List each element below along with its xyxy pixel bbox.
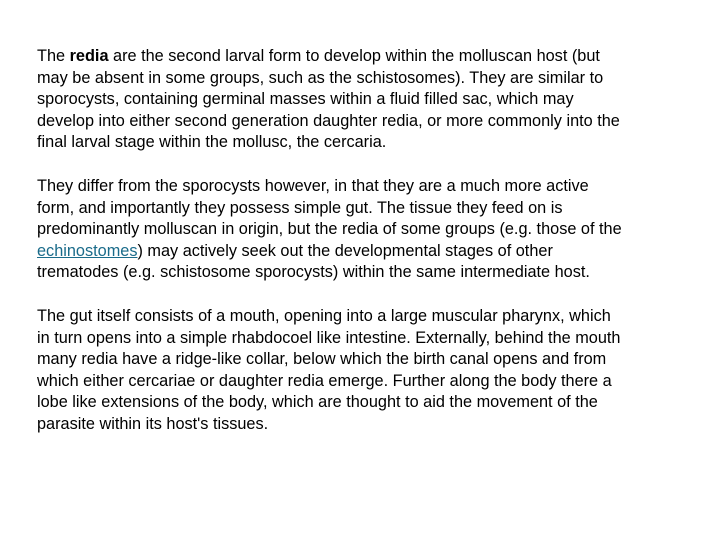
text-line: The gut itself consists of a mouth, opening into a large muscular pharynx, which xyxy=(37,306,611,325)
text-line: many redia have a ridge-like collar, below which the birth canal opens and from xyxy=(37,350,607,369)
text-line xyxy=(37,46,717,68)
text-line: They differ from the sporocysts however, in that they are a much more active xyxy=(37,176,589,195)
text-line: may be absent in some groups, such as the schistosomes). They are similar to xyxy=(37,68,604,87)
text-line: parasite within its host's tissues. xyxy=(37,414,269,433)
paragraph-gut-anatomy xyxy=(37,306,717,436)
term-redia: redia xyxy=(69,47,109,65)
echinostomes-link[interactable]: echinostomes xyxy=(37,241,138,260)
text-line: form, and importantly they possess simple gut. The tissue they feed on is xyxy=(37,198,563,217)
paragraph-redia-intro xyxy=(37,46,717,154)
text-segment: ) may actively seek out the developmental stages of other xyxy=(137,241,553,260)
text-line: final larval stage within the mollusc, the cercaria. xyxy=(37,133,387,152)
text-line: which either cercariae or daughter redia emerge. Further along the body there a xyxy=(37,371,612,390)
text-line: sporocysts, containing germinal masses within a fluid filled sac, which may xyxy=(37,90,574,109)
text-segment: are the second larval form to develop within the molluscan host (but xyxy=(108,47,600,65)
text-line: develop into either second generation daughter redia, or more commonly into the xyxy=(37,111,620,130)
document-body xyxy=(37,46,717,458)
text-segment: The xyxy=(37,47,70,65)
paragraph-sporocyst-difference xyxy=(37,176,717,284)
text-line xyxy=(37,241,717,263)
text-line: lobe like extensions of the body, which are thought to aid the movement of the xyxy=(37,393,598,412)
text-line: in turn opens into a simple rhabdocoel like intestine. Externally, behind the mouth xyxy=(37,328,621,347)
text-line: predominantly molluscan in origin, but the redia of some groups (e.g. those of the xyxy=(37,220,622,239)
text-line: trematodes (e.g. schistosome sporocysts) within the same intermediate host. xyxy=(37,263,590,282)
